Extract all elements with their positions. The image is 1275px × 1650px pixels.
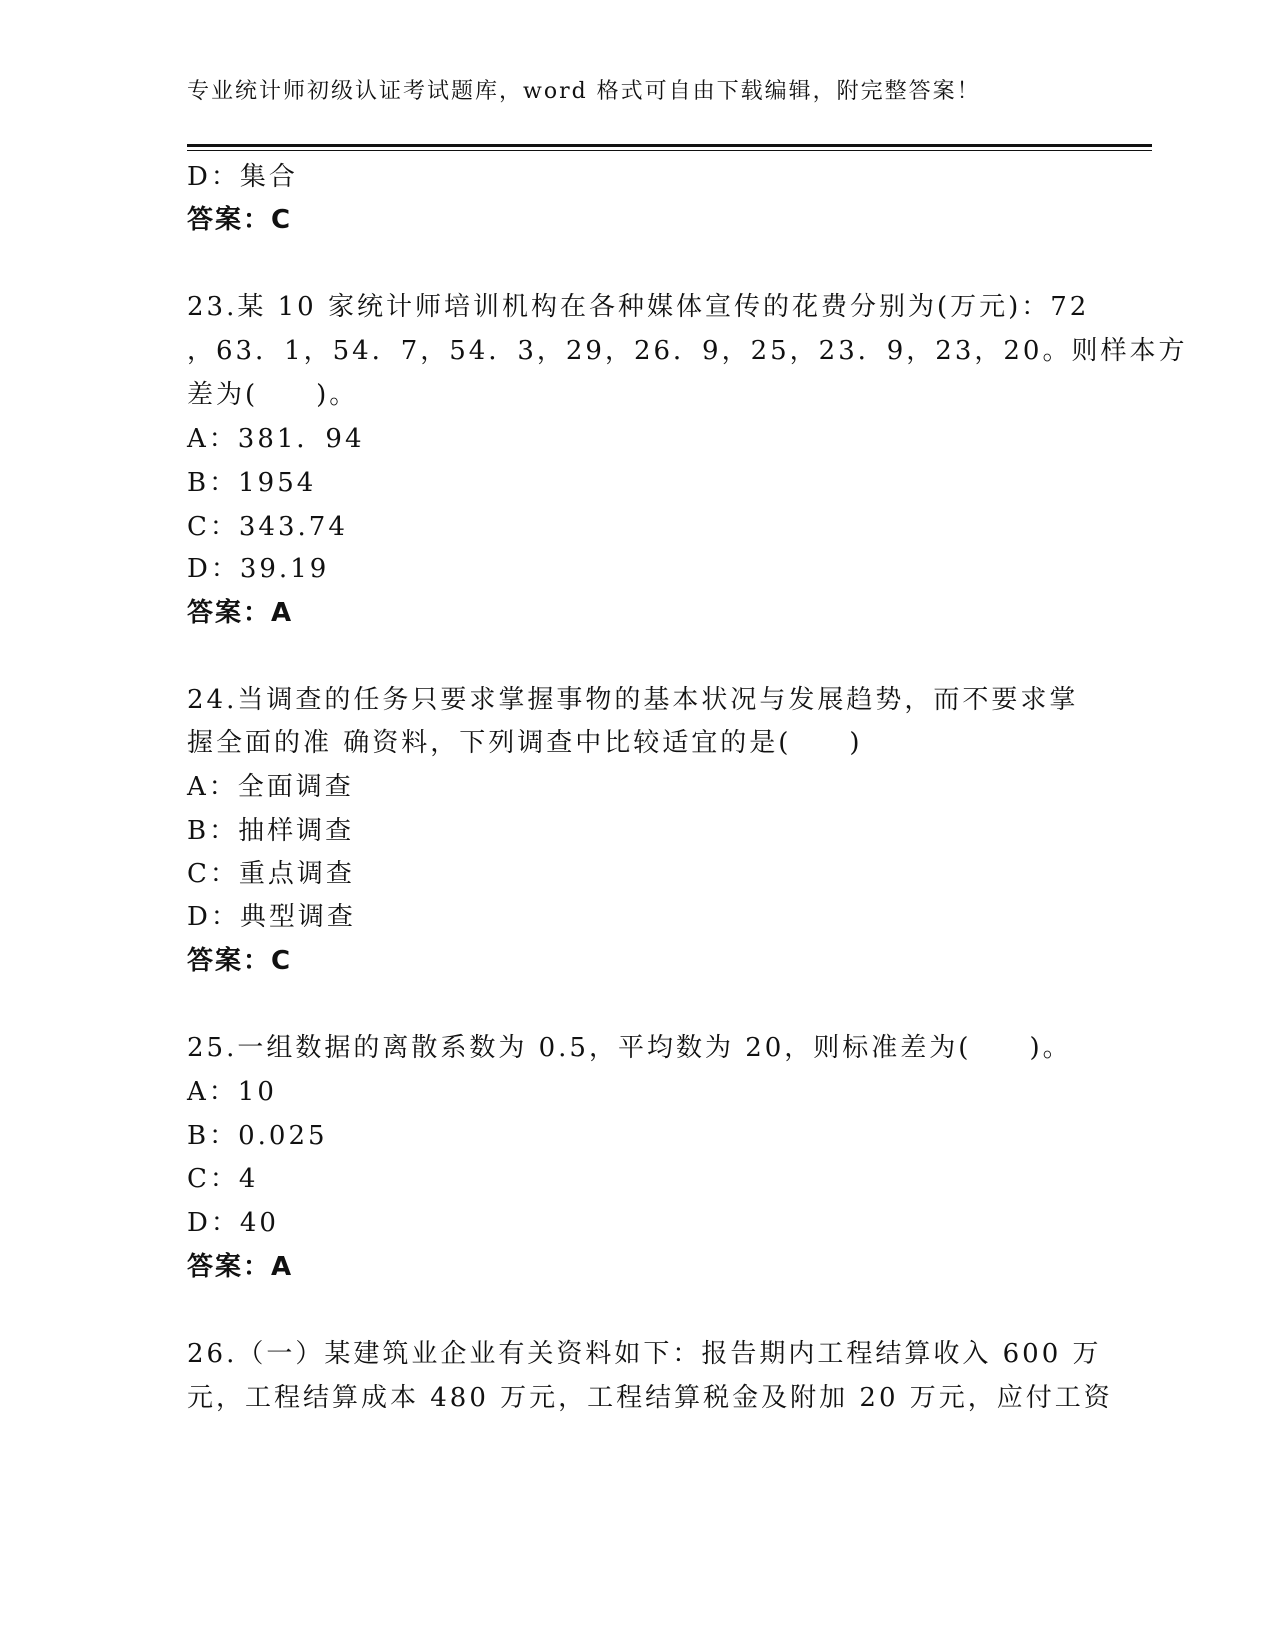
document-header: 专业统计师初级认证考试题库，word 格式可自由下载编辑，附完整答案！: [187, 79, 981, 104]
q23-answer: 答案：A: [187, 598, 294, 628]
q23-stem-line2: ，63．1，54．7，54．3，29，26．9，25，23．9，23，20。则样本方: [187, 336, 1188, 366]
q23-option-c: C：343.74: [187, 512, 348, 542]
q25-answer: 答案：A: [187, 1252, 294, 1282]
q24-option-c: C：重点调查: [187, 859, 355, 889]
q25-option-b: B：0.025: [187, 1121, 328, 1151]
q24-option-a: A：全面调查: [187, 772, 354, 802]
q23-option-b: B：1954: [187, 468, 317, 498]
q24-stem-line1: 24.当调查的任务只要求掌握事物的基本状况与发展趋势，而不要求掌: [187, 685, 1079, 715]
q25-stem-line1: 25.一组数据的离散系数为 0.5，平均数为 20，则标准差为( )。: [187, 1033, 1072, 1063]
q25-option-a: A：10: [187, 1077, 277, 1107]
q23-option-a: A：381．94: [187, 424, 365, 454]
q24-answer: 答案：C: [187, 946, 293, 976]
q24-option-d: D：典型调查: [187, 902, 356, 932]
q23-stem-line3: 差为( )。: [187, 380, 359, 410]
q25-option-c: C：4: [187, 1164, 259, 1194]
prev-option-d: D：集合: [187, 162, 298, 192]
q23-stem-line1: 23.某 10 家统计师培训机构在各种媒体宣传的花费分别为(万元)：72: [187, 292, 1090, 322]
q23-option-d: D：39.19: [187, 554, 330, 584]
header-rule-thin: [187, 150, 1152, 151]
prev-answer: 答案：C: [187, 205, 293, 235]
q25-option-d: D：40: [187, 1208, 279, 1238]
q26-stem-line2: 元，工程结算成本 480 万元，工程结算税金及附加 20 万元，应付工资: [187, 1383, 1113, 1413]
q26-stem-line1: 26.（一）某建筑业企业有关资料如下：报告期内工程结算收入 600 万: [187, 1339, 1102, 1369]
q24-stem-line2: 握全面的准 确资料，下列调查中比较适宜的是( ): [187, 728, 863, 758]
q24-option-b: B：抽样调查: [187, 816, 355, 846]
header-rule-thick: [187, 144, 1152, 147]
